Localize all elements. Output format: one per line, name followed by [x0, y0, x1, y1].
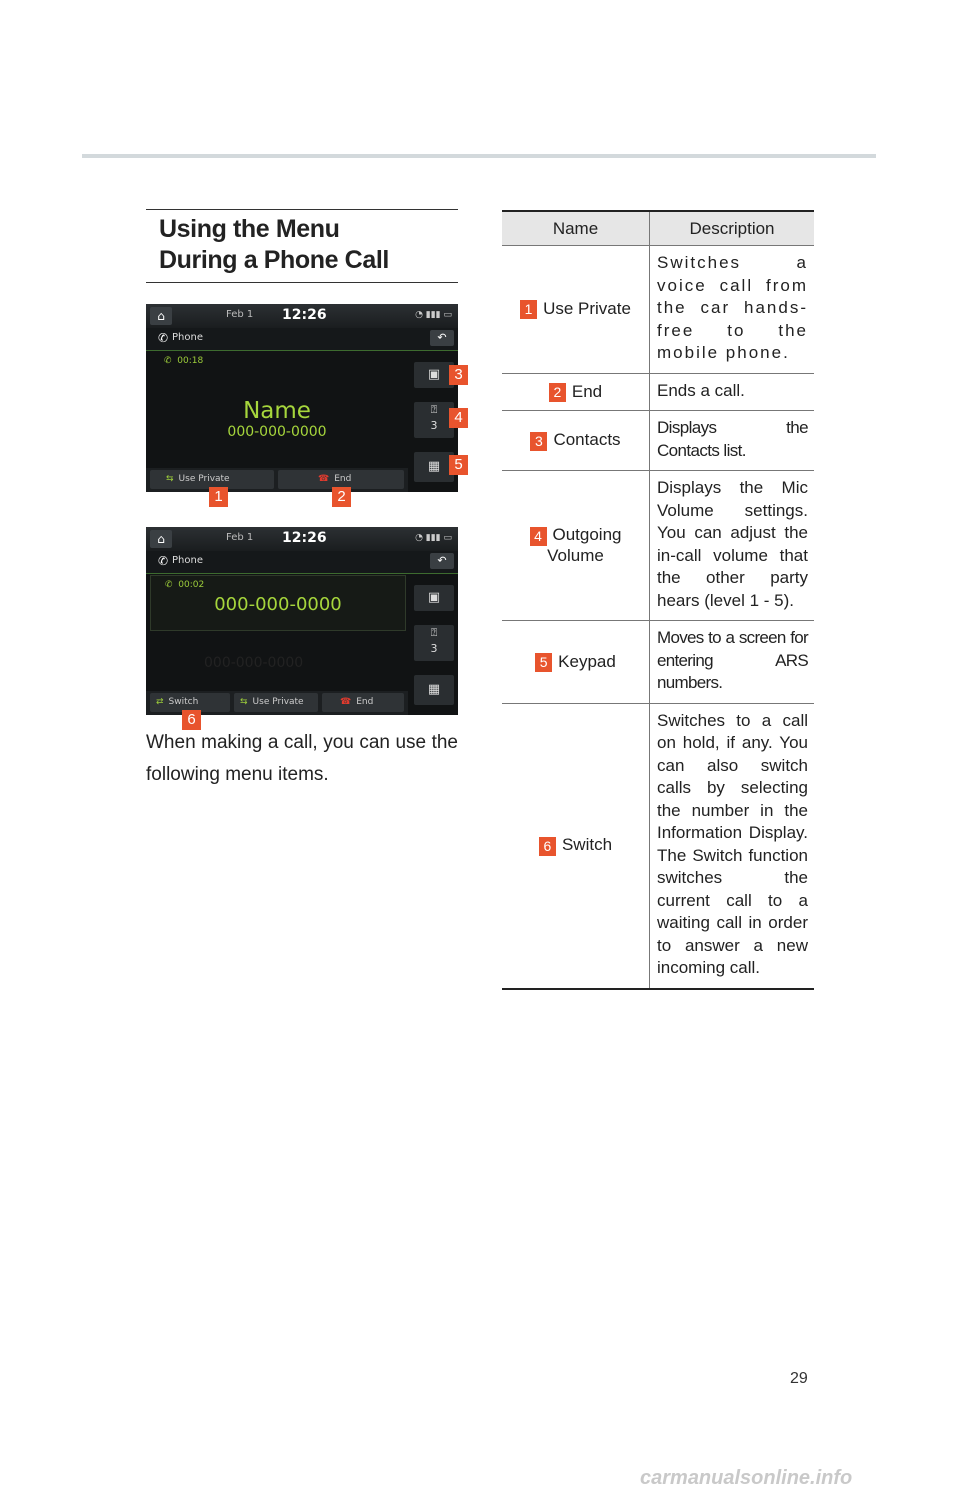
phone-icon: ✆	[158, 554, 169, 568]
contacts-icon: ▣	[414, 362, 454, 388]
marker-3: 3	[449, 365, 468, 385]
status-time: 12:26	[282, 307, 327, 323]
caller-name: Name	[243, 398, 311, 424]
active-call-box	[150, 575, 406, 631]
title-bar	[146, 328, 458, 351]
row-description: Moves to a screen for entering ARS numbers.	[650, 621, 815, 704]
call-timer: ✆ 00:02	[165, 580, 205, 590]
row-marker: 4	[530, 527, 547, 546]
status-date: Feb 1	[226, 532, 254, 543]
status-time: 12:26	[282, 530, 327, 546]
keypad-icon: ▦	[414, 452, 454, 482]
back-icon: ↶	[430, 330, 454, 346]
row-description: Displays the Mic Volume settings. You can adjust the in-call volume that the other party hears (level 1 - 5).	[650, 471, 815, 621]
caller-number: 000-000-0000	[227, 424, 327, 440]
row-name: Outgoing Volume	[547, 525, 622, 565]
signal-icon: ◔ ▮▮▮ ▭	[415, 310, 452, 320]
section-heading	[146, 209, 458, 283]
marker-1: 1	[209, 487, 228, 507]
body-paragraph: When making a call, you can use the following menu items.	[146, 732, 458, 785]
top-rule	[82, 154, 876, 158]
use-private-button: ⇆ Use Private	[234, 693, 318, 712]
title-bar	[146, 551, 458, 574]
row-name: Use Private	[543, 299, 631, 319]
row-name: Keypad	[558, 651, 616, 671]
keypad-icon: ▦	[414, 675, 454, 705]
row-description: Switches to a call on hold, if any. You can also switch calls by selecting the number in the Information Display. The Switch function switches the current call to a waiting call in order to answer a new incoming call.	[650, 703, 815, 989]
marker-5: 5	[449, 455, 468, 475]
row-name: Contacts	[553, 430, 621, 450]
call-timer: ✆ 00:18	[164, 356, 204, 366]
outgoing-volume-icon: ⍰ 3	[414, 402, 454, 438]
end-button: ☎ End	[278, 470, 404, 489]
row-name: End	[571, 381, 603, 401]
status-bar	[146, 304, 458, 328]
heading-line-2: During a Phone Call	[159, 246, 389, 274]
marker-6: 6	[182, 710, 201, 730]
table-row	[502, 621, 814, 704]
waiting-call-number: 000-000-0000	[204, 655, 304, 671]
page-number: 29	[790, 1370, 808, 1387]
table-row	[502, 411, 814, 471]
outgoing-volume-icon: ⍰ 3	[414, 625, 454, 661]
table-row	[502, 246, 814, 374]
row-description: Switches a voice call from the car hands-free to the mobile phone.	[650, 246, 815, 374]
caller-number: 000-000-0000	[214, 594, 342, 615]
screen-title: Phone	[172, 332, 203, 343]
header-name: Name	[502, 211, 650, 246]
signal-icon: ◔ ▮▮▮ ▭	[415, 533, 452, 543]
status-bar	[146, 527, 458, 551]
phone-call-screen-1	[146, 304, 458, 492]
row-marker: 6	[539, 837, 556, 856]
screen-title: Phone	[172, 555, 203, 566]
menu-description-table	[502, 210, 814, 990]
table-header-row	[502, 211, 814, 246]
bottom-bar	[146, 468, 408, 492]
row-marker: 2	[549, 383, 566, 402]
switch-button: ⇄ Switch	[150, 693, 230, 712]
use-private-button: ⇆ Use Private	[150, 470, 274, 489]
row-marker: 3	[530, 432, 547, 451]
marker-2: 2	[332, 487, 351, 507]
table-row	[502, 471, 814, 621]
row-marker: 1	[520, 300, 537, 319]
table-row	[502, 373, 814, 411]
header-description: Description	[650, 211, 815, 246]
back-icon: ↶	[430, 553, 454, 569]
phone-icon: ✆	[158, 331, 169, 345]
row-name: Switch	[561, 835, 613, 855]
status-date: Feb 1	[226, 309, 254, 320]
watermark: carmanualsonline.info	[640, 1467, 853, 1489]
end-button: ☎ End	[322, 693, 404, 712]
heading-line-1: Using the Menu	[159, 215, 340, 243]
phone-call-screen-2	[146, 527, 458, 715]
row-description: Ends a call.	[650, 373, 815, 411]
row-description: Displays the Contacts list.	[650, 411, 815, 471]
row-marker: 5	[535, 653, 552, 672]
home-icon: ⌂	[150, 530, 172, 548]
table-row	[502, 703, 814, 989]
home-icon: ⌂	[150, 307, 172, 325]
marker-4: 4	[449, 408, 468, 428]
contacts-icon: ▣	[414, 585, 454, 611]
